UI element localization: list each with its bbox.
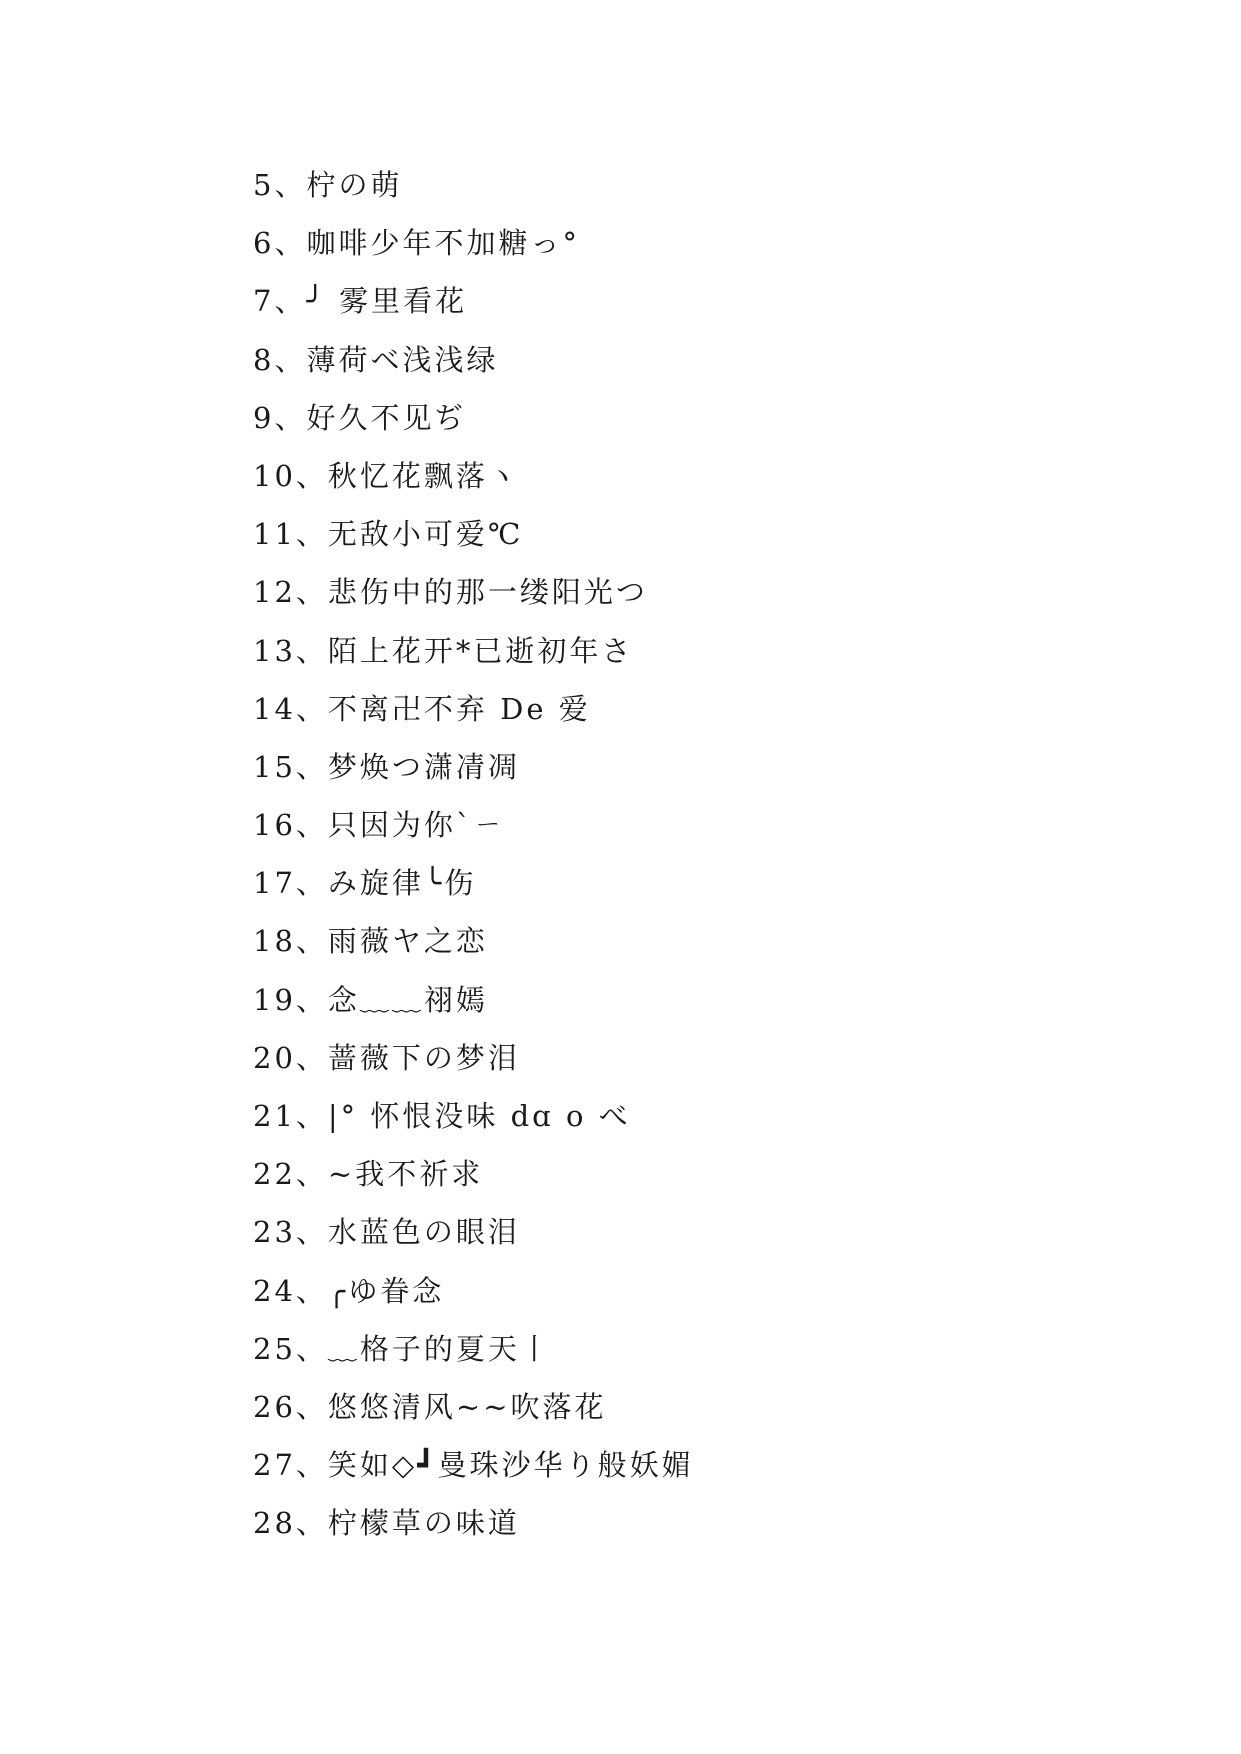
list-item: 6、咖啡少年不加糖っ°: [253, 226, 580, 261]
list-item: 25、﹏格子的夏天丨: [253, 1331, 552, 1366]
list-item: 13、陌上花开*已逝初年さ: [253, 633, 634, 668]
list-item: 9、好久不见ぢ: [253, 400, 467, 435]
nickname-list: [253, 156, 694, 1553]
list-item: 15、梦焕つ潇凊凋: [253, 749, 520, 784]
list-item: 14、不离卍不弃 De 爱: [253, 691, 591, 726]
list-item: 26、悠悠清风~~吹落花: [253, 1389, 607, 1424]
list-item: 28、柠檬草の味道: [253, 1506, 520, 1541]
list-item: 7、╯ 雾里看花: [253, 284, 468, 319]
list-item: 22、~我不祈求: [253, 1157, 484, 1192]
list-item: 16、只因为你`ㄧ: [253, 808, 506, 843]
list-item: 5、柠の萌: [253, 168, 403, 202]
list-item: 23、水蓝色の眼泪: [253, 1215, 520, 1250]
list-item: 12、悲伤中的那一缕阳光つ: [253, 575, 648, 610]
list-item: 19、念﹏﹏祤嫣: [253, 982, 488, 1017]
list-item: 17、み旋律╰伤: [253, 866, 477, 901]
list-item: 10、秋忆花飘落ヽ: [253, 458, 520, 493]
list-item: 21、|° 怀恨没味 dɑ ο べ: [253, 1099, 631, 1133]
list-item: 8、薄荷ベ浅浅绿: [253, 342, 499, 377]
list-item: 27、笑如◇┛曼珠沙华り般妖媚: [253, 1448, 694, 1483]
list-item: 20、蔷薇下の梦泪: [253, 1040, 520, 1075]
list-item: 24、╭ゆ眷念: [253, 1273, 445, 1308]
list-item: 11、无敌小可爱℃: [253, 517, 524, 552]
list-item: 18、雨薇ヤ之恋: [253, 924, 488, 959]
